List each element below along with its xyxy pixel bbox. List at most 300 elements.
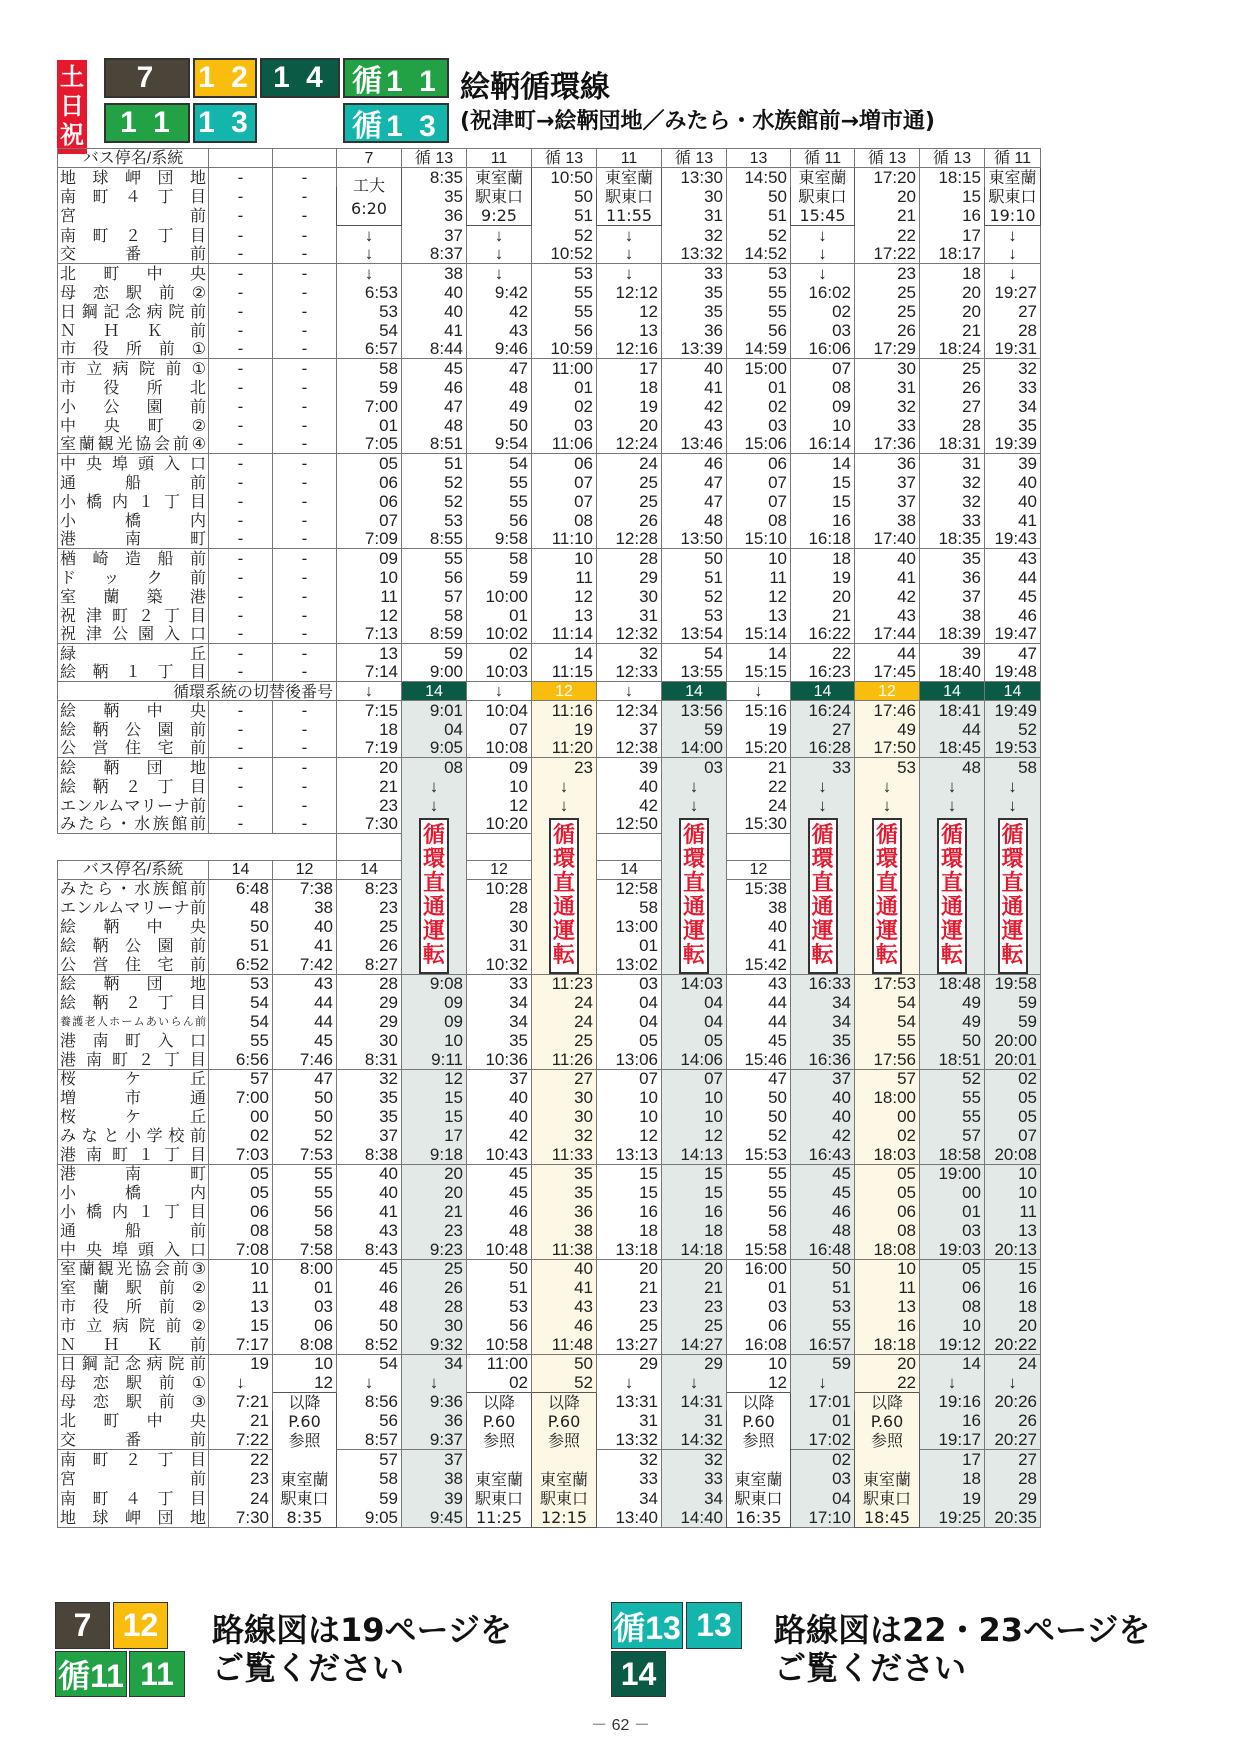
time-cell: 18:39	[920, 625, 985, 644]
time-cell: 09	[402, 1012, 467, 1031]
time-cell: 51	[209, 936, 273, 955]
route-column-header: 14	[597, 860, 662, 879]
table-row	[58, 1088, 1041, 1107]
time-cell: 08	[402, 758, 467, 777]
down-arrow: ↓	[467, 264, 532, 283]
route-column-header: 循 13	[855, 149, 920, 168]
time-cell: 33	[920, 511, 985, 530]
time-cell: 48	[662, 511, 727, 530]
time-cell: 55	[920, 1107, 985, 1126]
down-arrow: ↓	[985, 245, 1041, 264]
time-cell: 30	[467, 917, 532, 936]
time-cell: 7:03	[209, 1145, 273, 1164]
time-cell: 48	[791, 1221, 855, 1240]
time-cell: -	[209, 473, 273, 492]
time-cell: 12	[727, 1373, 791, 1392]
time-cell: 7:21	[209, 1392, 273, 1411]
time-cell: 06	[727, 454, 791, 473]
route-column-header: 循 11	[791, 149, 855, 168]
time-cell: 21	[855, 206, 920, 225]
time-cell: 13:56	[662, 701, 727, 720]
time-cell: 16:24	[791, 701, 855, 720]
time-cell: 26	[855, 321, 920, 340]
time-cell: 15:46	[727, 1050, 791, 1069]
time-cell: 28	[985, 1469, 1041, 1488]
route-column-header: 12	[467, 860, 532, 879]
time-cell: 39	[985, 454, 1041, 473]
time-cell: 19	[727, 720, 791, 739]
time-cell: 34	[662, 1488, 727, 1507]
time-cell: 28	[337, 974, 402, 993]
time-cell: 15:53	[727, 1145, 791, 1164]
time-cell: 53	[791, 1297, 855, 1316]
direct-run-cell	[532, 815, 597, 975]
table-row	[58, 796, 1041, 815]
stop-name: 絵鞆２丁目	[58, 777, 209, 796]
time-cell: 25	[597, 492, 662, 511]
time-cell: 25	[597, 473, 662, 492]
time-cell: 52	[532, 1373, 597, 1392]
time-cell: 01	[532, 378, 597, 397]
route-badge-label: 循1 3	[352, 110, 440, 143]
time-cell: 41	[532, 1278, 597, 1297]
time-cell: 9:23	[402, 1240, 467, 1259]
time-cell: 55	[273, 1183, 337, 1202]
time-cell: 8:44	[402, 340, 467, 359]
time-cell: 42	[467, 1126, 532, 1145]
table-row	[58, 1107, 1041, 1126]
time-cell: 9:01	[402, 701, 467, 720]
switch-row	[58, 682, 1041, 701]
time-cell: 46	[985, 606, 1041, 625]
stop-name: 市立病院前②	[58, 1316, 209, 1335]
table-row	[58, 1392, 1041, 1411]
time-cell: 04	[597, 993, 662, 1012]
time-cell: 25	[532, 1031, 597, 1050]
time-cell: -	[209, 283, 273, 302]
box-line: 駅東口	[988, 187, 1037, 206]
switch-route-number: 14	[791, 682, 855, 701]
time-cell: 50	[727, 1088, 791, 1107]
time-cell: 02	[209, 1126, 273, 1145]
table-row	[58, 1316, 1041, 1335]
time-cell: 10:28	[467, 879, 532, 898]
switch-route-number: 14	[985, 682, 1041, 701]
time-cell: 47	[402, 397, 467, 416]
down-arrow: ↓	[597, 264, 662, 283]
time-cell: 19:58	[985, 974, 1041, 993]
table-row	[58, 1069, 1041, 1088]
time-cell: 17:02	[791, 1431, 855, 1450]
time-cell: 22	[791, 644, 855, 663]
stop-name: 小橋内１丁目	[58, 492, 209, 511]
time-cell: 21	[402, 1202, 467, 1221]
time-cell: 10	[597, 1107, 662, 1126]
direct-run-cell	[662, 815, 727, 975]
time-cell: 33	[662, 264, 727, 283]
time-cell: -	[209, 245, 273, 264]
time-cell: -	[273, 454, 337, 473]
destination-line: 東室蘭	[862, 1469, 911, 1489]
table-row	[58, 226, 1041, 245]
down-arrow: ↓	[402, 1373, 467, 1392]
time-cell: 20	[337, 758, 402, 777]
down-arrow: ↓	[662, 1373, 727, 1392]
time-cell: 18:31	[920, 435, 985, 454]
time-cell: 17:36	[855, 435, 920, 454]
time-cell: -	[273, 321, 337, 340]
time-cell: 20	[402, 1164, 467, 1183]
time-cell: 48	[337, 1297, 402, 1316]
time-cell: 16	[791, 511, 855, 530]
time-cell: 27	[985, 302, 1041, 321]
time-cell: 47	[985, 644, 1041, 663]
time-cell: 15	[402, 1088, 467, 1107]
table-row	[58, 302, 1041, 321]
time-cell: 00	[209, 1107, 273, 1126]
time-cell: 13:06	[597, 1050, 662, 1069]
time-cell: 03	[727, 1297, 791, 1316]
time-cell: 7:22	[209, 1431, 273, 1450]
time-cell: 10	[727, 1354, 791, 1373]
stop-name: 緑 丘	[58, 644, 209, 663]
time-cell: -	[273, 758, 337, 777]
time-cell: 40	[985, 492, 1041, 511]
time-cell: 52	[727, 226, 791, 245]
down-arrow: ↓	[791, 264, 855, 283]
time-cell: 14:03	[662, 974, 727, 993]
direct-run-cell	[402, 815, 467, 975]
time-cell: 10	[855, 1259, 920, 1278]
time-cell: 38	[532, 1221, 597, 1240]
route-badge-7	[55, 1602, 110, 1649]
time-cell: 19:00	[920, 1164, 985, 1183]
page-title: 絵鞆循環線	[460, 70, 610, 105]
time-cell: 04	[791, 1488, 855, 1507]
time-cell: 24	[532, 993, 597, 1012]
time-cell: -	[273, 720, 337, 739]
time-cell: 50	[273, 1088, 337, 1107]
direct-run-char: 通	[682, 894, 705, 920]
time-cell: 20	[597, 1259, 662, 1278]
down-arrow: ↓	[985, 226, 1041, 245]
route-badge-label: 1 1	[120, 106, 174, 139]
direct-run-char: 循	[1001, 822, 1024, 848]
time-cell: 10:50	[532, 168, 597, 187]
time-cell: 16:33	[791, 974, 855, 993]
time-cell: 55	[532, 302, 597, 321]
stop-name: 室蘭観光協会前③	[58, 1259, 209, 1278]
time-cell: 04	[662, 1012, 727, 1031]
time-cell: 35	[662, 283, 727, 302]
time-cell: 32	[920, 492, 985, 511]
stop-name: 港南町１丁目	[58, 1145, 209, 1164]
route-badge-label: 1 3	[198, 106, 252, 139]
time-cell: 07	[532, 492, 597, 511]
table-row	[58, 974, 1041, 993]
time-cell: 15:20	[727, 739, 791, 758]
time-cell: 33	[662, 1469, 727, 1488]
table-row	[58, 993, 1041, 1012]
destination-time: 8:35	[286, 1507, 323, 1527]
time-cell: 45	[273, 1031, 337, 1050]
stop-header: バス停名/系統	[58, 860, 209, 879]
time-cell: 01	[467, 606, 532, 625]
time-cell: 10	[791, 416, 855, 435]
time-cell: 50	[467, 1259, 532, 1278]
time-cell: 19:49	[985, 701, 1041, 720]
see-page-line: P.60	[742, 1411, 775, 1431]
time-cell: 10	[532, 549, 597, 568]
direct-run-char: 環	[422, 846, 445, 872]
time-cell: 20:00	[985, 1031, 1041, 1050]
down-arrow: ↓	[337, 682, 402, 701]
time-cell: 9:00	[402, 663, 467, 682]
time-cell: 15:30	[727, 815, 791, 834]
time-cell: 02	[727, 397, 791, 416]
time-cell: 12:34	[597, 701, 662, 720]
direct-run-char: 運	[811, 918, 834, 944]
down-arrow: ↓	[597, 226, 662, 245]
time-cell: 15	[662, 1164, 727, 1183]
time-cell: 12	[337, 606, 402, 625]
time-cell: 22	[855, 226, 920, 245]
time-cell: -	[273, 644, 337, 663]
time-cell: 10	[273, 1354, 337, 1373]
time-cell: 14:31	[662, 1392, 727, 1411]
route-map-note-left	[212, 1611, 512, 1687]
time-cell: 20	[402, 1183, 467, 1202]
time-cell: 46	[662, 454, 727, 473]
time-cell: 04	[402, 720, 467, 739]
spacer-cell	[727, 834, 791, 861]
time-cell: 03	[791, 321, 855, 340]
time-cell: 44	[855, 644, 920, 663]
table-row	[58, 1031, 1041, 1050]
time-cell: 16:57	[791, 1335, 855, 1354]
route-column-header: 11	[467, 149, 532, 168]
time-cell: 25	[855, 302, 920, 321]
time-cell: 44	[273, 1012, 337, 1031]
route-badge-label: 循13	[613, 1609, 681, 1646]
time-cell: 16:48	[791, 1240, 855, 1259]
down-arrow: ↓	[337, 1373, 402, 1392]
table-row	[58, 264, 1041, 283]
time-cell: 25	[337, 917, 402, 936]
time-cell: 56	[402, 568, 467, 587]
time-cell: 18	[791, 549, 855, 568]
route-column-header	[273, 149, 337, 168]
stop-name: 中央埠頭入口	[58, 1240, 209, 1259]
time-cell: 14:06	[662, 1050, 727, 1069]
time-cell: -	[209, 530, 273, 549]
route-badge-label: 13	[696, 1607, 732, 1643]
time-cell: -	[209, 644, 273, 663]
time-cell: 19	[920, 1488, 985, 1507]
table-row	[58, 492, 1041, 511]
stop-name: 小 橋 内	[58, 1183, 209, 1202]
direct-run-char: 転	[682, 942, 705, 968]
direct-run-char: 環	[811, 846, 834, 872]
time-cell: 02	[855, 1126, 920, 1145]
direct-run-char: 通	[811, 894, 834, 920]
time-cell: 9:58	[467, 530, 532, 549]
switch-row-label: 循環系統の切替後番号	[58, 682, 337, 701]
time-cell: 20	[597, 416, 662, 435]
time-cell: 31	[662, 1411, 727, 1430]
table-row	[58, 1183, 1041, 1202]
time-cell: 30	[532, 1107, 597, 1126]
time-cell: 20:22	[985, 1335, 1041, 1354]
time-cell: 25	[920, 359, 985, 378]
time-cell: 16	[662, 1202, 727, 1221]
box-line: 工大	[352, 175, 385, 195]
route-badge-label: 11	[140, 1655, 174, 1692]
box-line: 東室蘭	[604, 168, 653, 187]
down-arrow: ↓	[920, 796, 985, 815]
stop-name: 地球岬団地	[58, 168, 209, 187]
stop-name: 祝津町２丁目	[58, 606, 209, 625]
time-cell: 10	[597, 1088, 662, 1107]
time-cell: 22	[855, 1373, 920, 1392]
time-cell: 16:23	[791, 663, 855, 682]
time-cell: 45	[985, 587, 1041, 606]
time-cell: 37	[337, 1126, 402, 1145]
time-cell: 16	[920, 206, 985, 225]
time-cell: 09	[402, 993, 467, 1012]
time-cell: 55	[402, 549, 467, 568]
time-cell: 35	[337, 1088, 402, 1107]
destination-time: 11:25	[475, 1507, 523, 1527]
stop-name: 中 央 町 ②	[58, 416, 209, 435]
direct-run-char: 環	[875, 846, 898, 872]
time-cell: 8:43	[337, 1240, 402, 1259]
time-cell: -	[209, 359, 273, 378]
time-cell: 00	[920, 1183, 985, 1202]
table-row	[58, 168, 1041, 187]
time-cell: 09	[791, 397, 855, 416]
time-cell: 56	[532, 321, 597, 340]
stop-name: 北 町 中 央	[58, 264, 209, 283]
time-cell: 11:00	[467, 1354, 532, 1373]
time-cell: 55	[727, 1164, 791, 1183]
time-cell: 46	[402, 378, 467, 397]
route-badge-label: 7	[73, 1607, 92, 1643]
stop-name: 交 番 前	[58, 245, 209, 264]
time-cell: 03	[662, 758, 727, 777]
stop-name: 絵鞆２丁目	[58, 993, 209, 1012]
time-cell: 29	[662, 1354, 727, 1373]
time-cell: 59	[337, 1488, 402, 1507]
stop-name: 公営住宅前	[58, 739, 209, 758]
time-cell: 19:03	[920, 1240, 985, 1259]
time-cell: 50	[209, 917, 273, 936]
time-cell: 40	[662, 359, 727, 378]
route-badge-12	[193, 58, 257, 98]
time-cell: -	[209, 587, 273, 606]
time-cell: -	[273, 378, 337, 397]
time-cell: 11	[985, 1202, 1041, 1221]
time-cell: 08	[791, 378, 855, 397]
spacer	[276, 1450, 333, 1470]
route-badge-循11	[55, 1651, 127, 1697]
down-arrow: ↓	[597, 682, 662, 701]
time-cell: 17:01	[791, 1392, 855, 1411]
stop-name: 港南町２丁目	[58, 1050, 209, 1069]
time-cell: 55	[791, 1316, 855, 1335]
down-arrow: ↓	[985, 1373, 1041, 1392]
time-cell: 41	[273, 936, 337, 955]
table-row	[58, 473, 1041, 492]
time-cell: 26	[337, 936, 402, 955]
time-cell: 7:05	[337, 435, 402, 454]
time-cell: 55	[727, 1183, 791, 1202]
time-cell: 8:59	[402, 625, 467, 644]
stop-name: 中央埠頭入口	[58, 454, 209, 473]
destination-line: 東室蘭	[280, 1469, 329, 1489]
time-cell: 50	[791, 1259, 855, 1278]
time-cell: 19:25	[920, 1508, 985, 1527]
time-cell: 54	[855, 993, 920, 1012]
table-row	[58, 378, 1041, 397]
time-cell: 07	[727, 473, 791, 492]
time-cell: 43	[337, 1221, 402, 1240]
time-cell: -	[273, 530, 337, 549]
time-cell: 07	[985, 1126, 1041, 1145]
route-column-header: 14	[209, 860, 273, 879]
direct-run-label	[937, 818, 967, 974]
stop-name: 絵 鞆 中 央	[58, 917, 209, 936]
time-cell: 17:20	[855, 168, 920, 187]
time-cell: 33	[597, 1469, 662, 1488]
time-cell: 14:59	[727, 340, 791, 359]
time-cell: -	[209, 435, 273, 454]
time-cell: 50	[467, 416, 532, 435]
time-cell: 58	[337, 1469, 402, 1488]
time-cell: -	[273, 168, 337, 187]
time-cell: 15:16	[727, 701, 791, 720]
stop-name: 港南町入口	[58, 1031, 209, 1050]
time-cell: 57	[337, 1450, 402, 1469]
stop-name: 公営住宅前	[58, 955, 209, 974]
time-cell: 15	[791, 492, 855, 511]
time-cell: 10	[985, 1183, 1041, 1202]
time-cell: 15:15	[727, 663, 791, 682]
time-cell: 10	[920, 1316, 985, 1335]
stop-name: 養護老人ホームあいらん前	[58, 1012, 209, 1031]
time-cell: -	[273, 473, 337, 492]
time-cell: 55	[467, 492, 532, 511]
time-cell: 03	[727, 416, 791, 435]
spacer	[470, 1450, 528, 1470]
time-cell: 34	[467, 1012, 532, 1031]
time-cell: -	[273, 264, 337, 283]
direct-run-label	[808, 818, 838, 974]
direct-run-char: 直	[682, 870, 705, 896]
time-cell: 17:10	[791, 1508, 855, 1527]
time-cell: 36	[662, 321, 727, 340]
time-cell: 29	[985, 1488, 1041, 1507]
stop-name: 日鋼記念病院前	[58, 1354, 209, 1373]
time-cell: 29	[597, 568, 662, 587]
time-cell: 19	[209, 1354, 273, 1373]
down-arrow: ↓	[467, 682, 532, 701]
time-cell: 18:45	[920, 739, 985, 758]
down-arrow: ↓	[985, 264, 1041, 283]
box-line: 9:25	[481, 206, 517, 225]
stop-name: 小 橋 内	[58, 511, 209, 530]
time-cell: -	[273, 340, 337, 359]
